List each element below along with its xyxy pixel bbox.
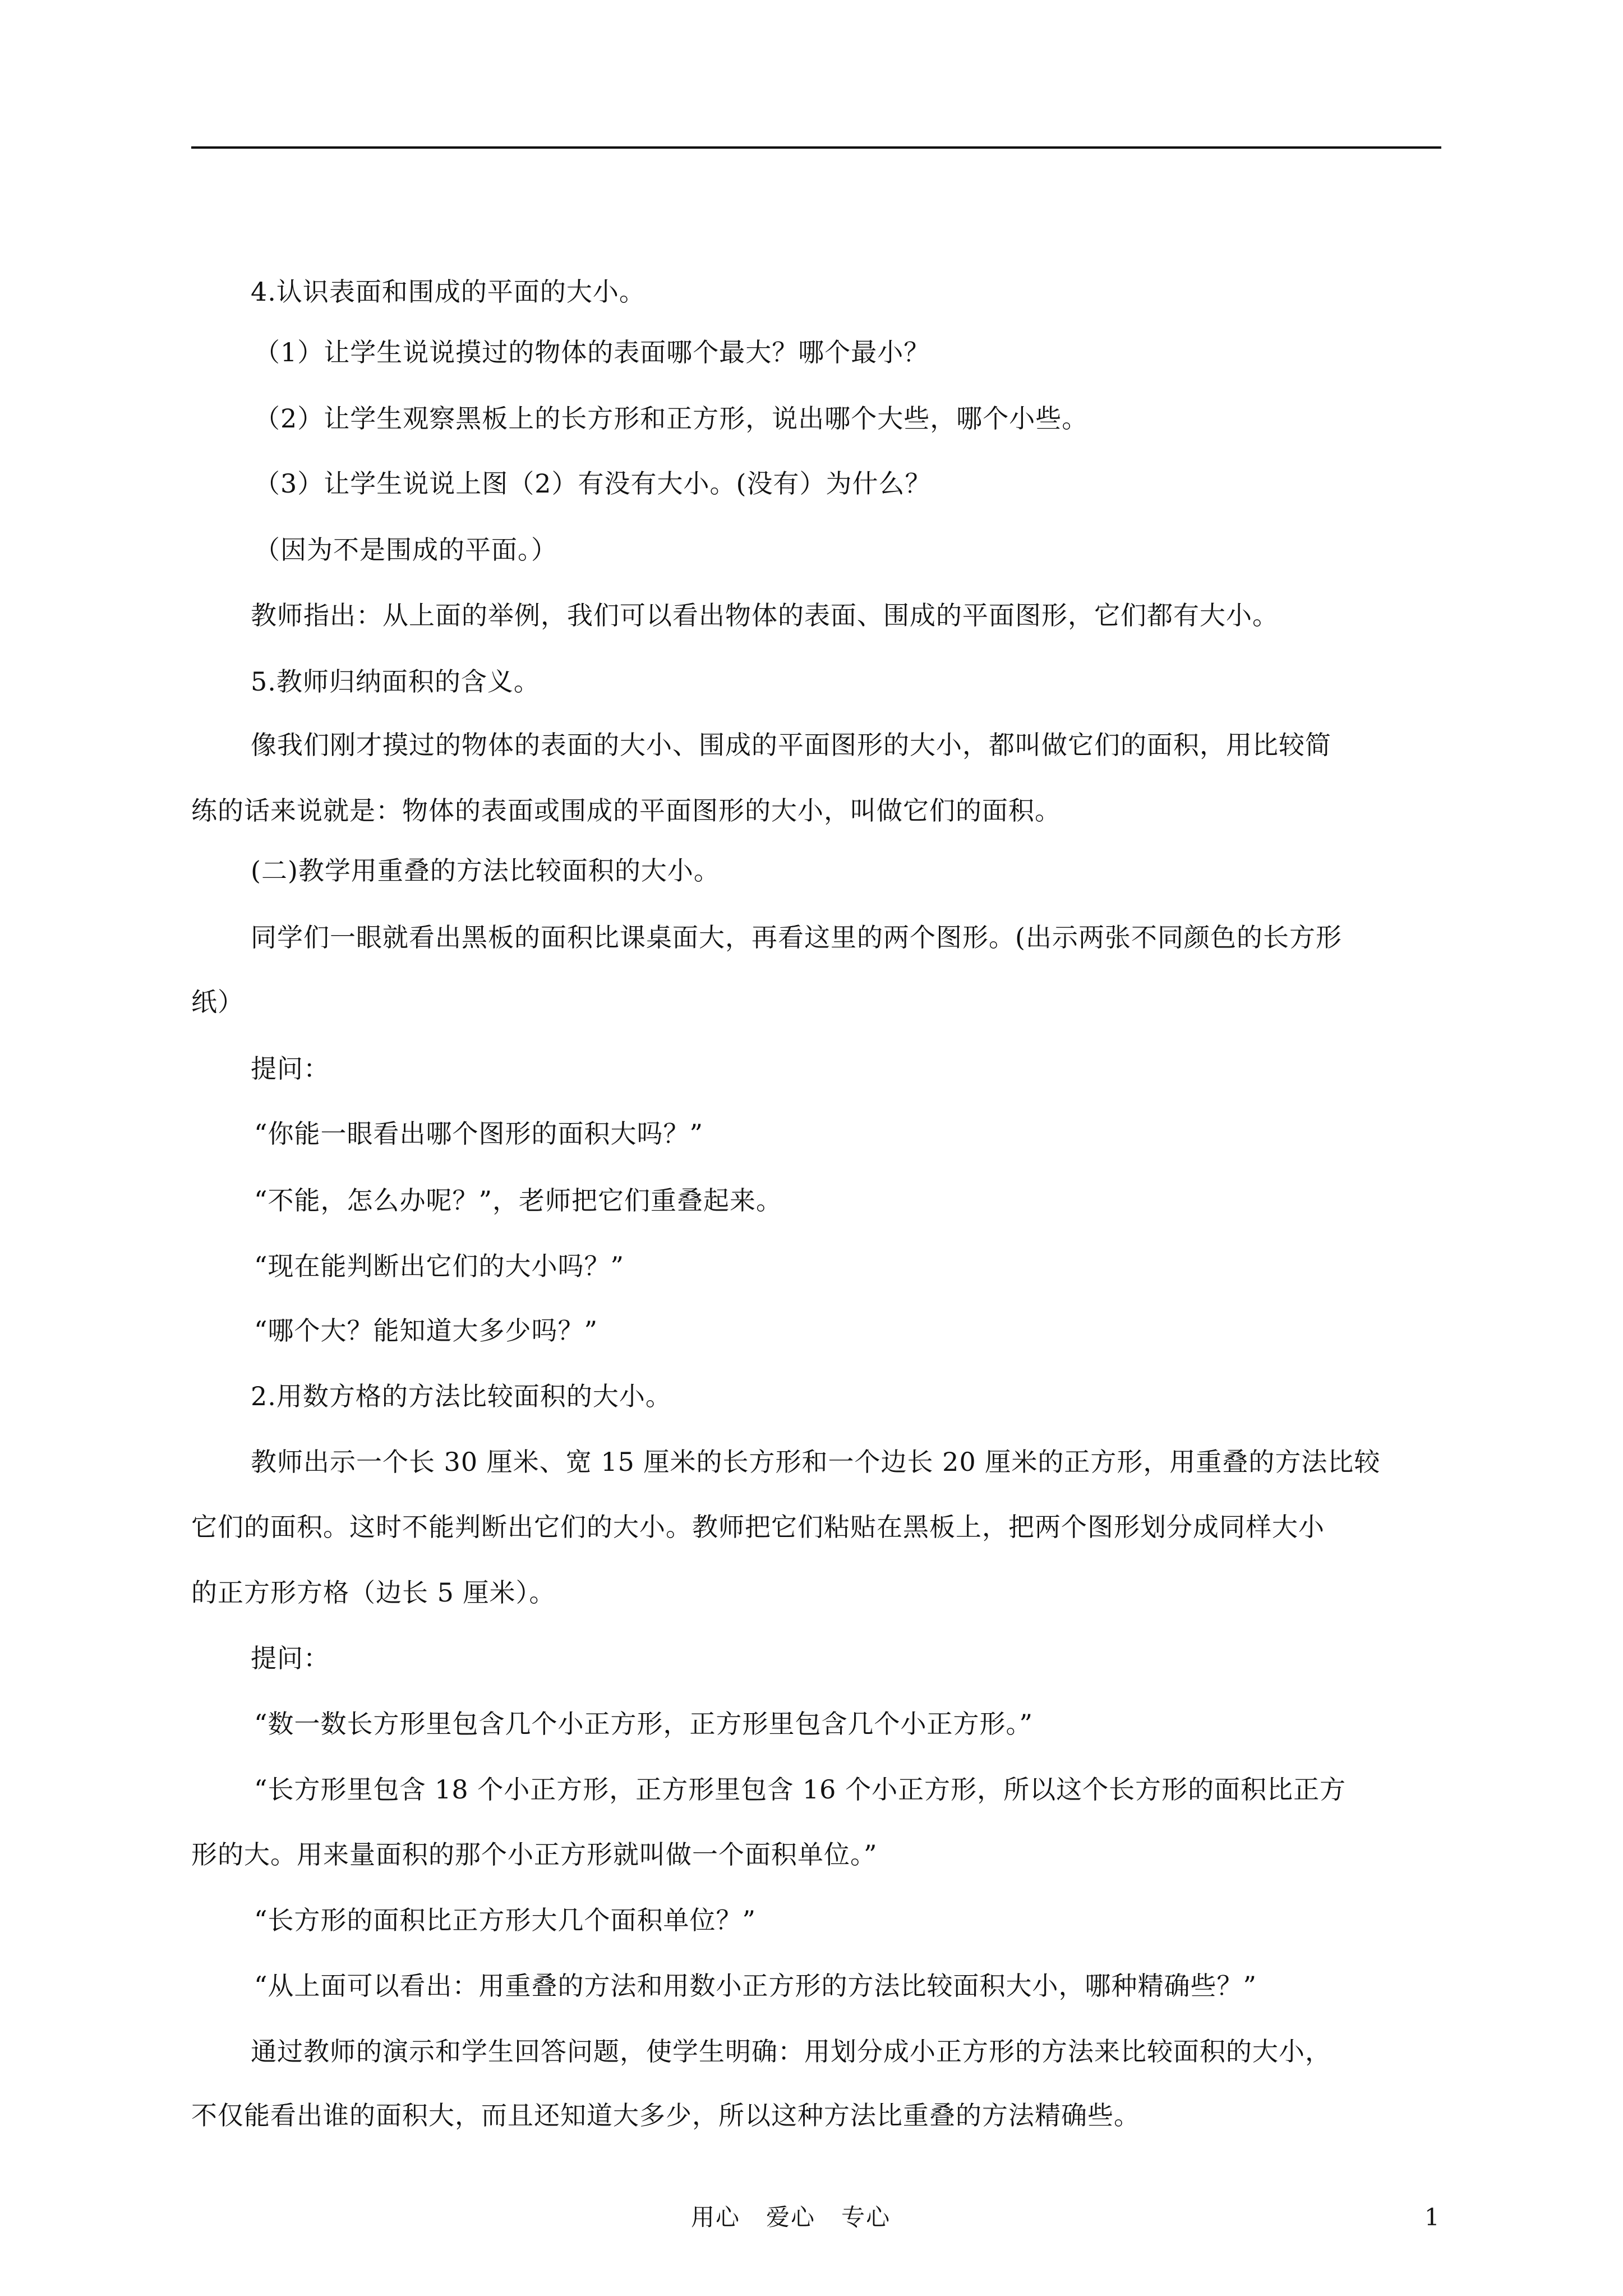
footer-motto: 用心 爱心 专心 <box>691 2203 891 2231</box>
paragraph-line: （2）让学生观察黑板上的长方形和正方形，说出哪个大些，哪个小些。 <box>254 403 1089 434</box>
paragraph-line: 提问： <box>251 1053 330 1084</box>
paragraph-line: （1）让学生说说摸过的物体的表面哪个最大？哪个最小？ <box>254 337 930 367</box>
paragraph-line: 通过教师的演示和学生回答问题，使学生明确：用划分成小正方形的方法来比较面积的大小， <box>251 2036 1331 2067</box>
section-heading-4: 4.认识表面和围成的平面的大小。 <box>251 277 645 307</box>
quote-line: “长方形的面积比正方形大几个面积单位？” <box>254 1905 757 1935</box>
quote-line: “不能，怎么办呢？”，老师把它们重叠起来。 <box>254 1185 783 1216</box>
paragraph-line: 纸） <box>191 987 244 1017</box>
paragraph-line: 不仅能看出谁的面积大，而且还知道大多少，所以这种方法比重叠的方法精确些。 <box>191 2100 1140 2131</box>
section-heading-5: 5.教师归纳面积的含义。 <box>251 666 540 697</box>
quote-line: “从上面可以看出：用重叠的方法和用数小正方形的方法比较面积大小，哪种精确些？” <box>254 1971 1257 2001</box>
paragraph-line: 练的话来说就是：物体的表面或围成的平面图形的大小，叫做它们的面积。 <box>191 795 1061 826</box>
paragraph-line: 它们的面积。这时不能判断出它们的大小。教师把它们粘贴在黑板上，把两个图形划分成同样大小 <box>191 1512 1325 1542</box>
paragraph-line: 教师出示一个长 30 厘米、宽 15 厘米的长方形和一个边长 20 厘米的正方形，用重叠的方法比较 <box>251 1447 1381 1477</box>
paragraph-line: 同学们一眼就看出黑板的面积比课桌面大，再看这里的两个图形。(出示两张不同颜色的长方形 <box>251 922 1342 953</box>
paragraph-line: 形的大。用来量面积的那个小正方形就叫做一个面积单位。” <box>191 1839 878 1870</box>
quote-line: “你能一眼看出哪个图形的面积大吗？” <box>254 1119 704 1149</box>
section-heading-2: (二)教学用重叠的方法比较面积的大小。 <box>251 855 720 886</box>
paragraph-line: （因为不是围成的平面。） <box>254 535 557 565</box>
paragraph-line: 像我们刚才摸过的物体的表面的大小、围成的平面图形的大小，都叫做它们的面积，用比较简 <box>251 730 1331 760</box>
paragraph-line: 教师指出：从上面的举例，我们可以看出物体的表面、围成的平面图形，它们都有大小。 <box>251 600 1279 631</box>
quote-line: “哪个大？能知道大多少吗？” <box>254 1315 598 1346</box>
page-number: 1 <box>1424 2203 1440 2231</box>
paragraph-line: 的正方形方格（边长 5 厘米）。 <box>191 1577 556 1608</box>
quote-line: “数一数长方形里包含几个小正方形，正方形里包含几个小正方形。” <box>254 1709 1034 1739</box>
header-rule <box>191 146 1441 149</box>
quote-line: “现在能判断出它们的大小吗？” <box>254 1251 625 1281</box>
quote-line: “长方形里包含 18 个小正方形，正方形里包含 16 个小正方形，所以这个长方形的面积比正方 <box>254 1774 1347 1805</box>
paragraph-line: 提问： <box>251 1643 330 1673</box>
paragraph-line: （3）让学生说说上图（2）有没有大小。(没有）为什么？ <box>254 468 932 499</box>
section-heading-2-count: 2.用数方格的方法比较面积的大小。 <box>251 1381 672 1411</box>
